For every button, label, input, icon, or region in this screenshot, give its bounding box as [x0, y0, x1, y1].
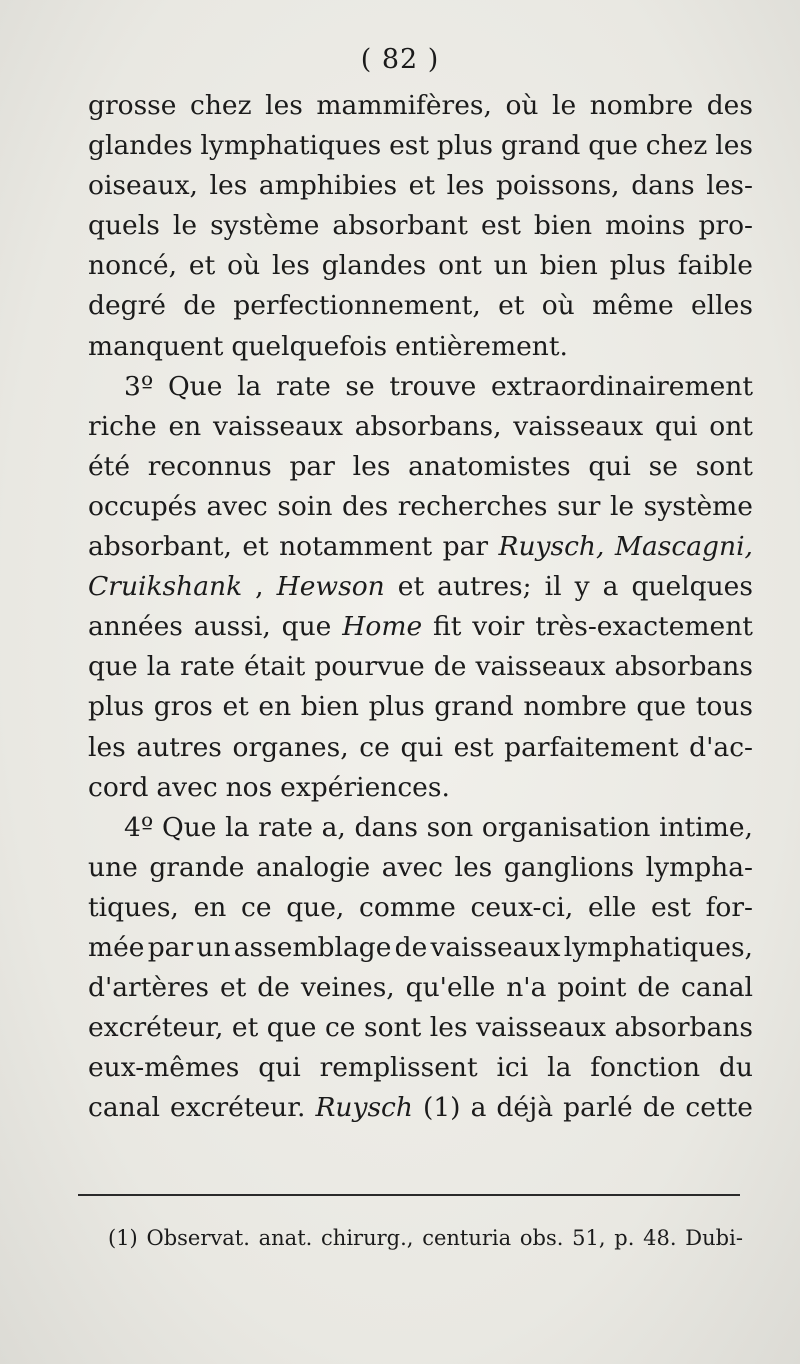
word: intime,: [659, 811, 753, 843]
word: elles: [691, 290, 753, 322]
text-line: [88, 687, 753, 727]
word: aussi,: [193, 611, 271, 643]
word: où: [227, 250, 261, 282]
word: en: [193, 891, 227, 923]
word: que: [281, 611, 332, 643]
word: lympha-: [645, 851, 753, 883]
word: des: [341, 490, 389, 522]
word: absorbans: [614, 651, 753, 683]
word: Que: [167, 370, 223, 402]
word: que: [588, 130, 638, 162]
word: comme: [359, 891, 456, 923]
word: les: [265, 90, 303, 121]
text-line: [88, 166, 753, 206]
word: mée: [88, 931, 145, 963]
word: mammifères,: [316, 90, 492, 121]
word: recherches: [397, 490, 548, 522]
word: le: [609, 490, 635, 522]
word: y: [574, 571, 590, 603]
word: canal: [680, 972, 753, 1004]
word: qui: [400, 731, 443, 763]
word: la: [225, 811, 250, 843]
word: vaisseaux: [513, 410, 644, 442]
word: du: [718, 1052, 753, 1084]
word: se: [648, 450, 678, 482]
word: chez: [190, 90, 252, 121]
word: remplissent: [319, 1052, 478, 1084]
word: est: [453, 731, 494, 763]
word: cord: [88, 771, 149, 803]
word: que: [636, 691, 687, 723]
word: ceux-ci,: [470, 891, 574, 923]
word: notamment: [279, 531, 433, 563]
word: grand: [500, 130, 581, 162]
word: les: [715, 130, 753, 162]
word: vaisseaux: [476, 1012, 606, 1044]
word: ici: [496, 1052, 529, 1084]
word: riche: [88, 410, 157, 442]
word: faible: [677, 250, 753, 282]
text-line: [88, 126, 753, 166]
word: que: [88, 651, 138, 683]
word: ,: [255, 571, 264, 603]
word: de: [642, 1092, 676, 1124]
word: point: [557, 972, 627, 1004]
text-line: [88, 888, 753, 928]
word: for-: [705, 891, 753, 923]
word: absorbant,: [88, 531, 232, 563]
word: amphibies: [258, 170, 398, 202]
word: un: [196, 931, 231, 963]
footnote: [108, 1226, 743, 1250]
word: analogie: [255, 851, 371, 883]
footnote-word: anat.: [258, 1226, 313, 1250]
word: glandes: [88, 130, 193, 162]
word: où: [541, 290, 575, 322]
word: cette: [685, 1092, 753, 1124]
word: et: [222, 691, 249, 723]
word: soin: [277, 490, 333, 522]
word: et: [397, 571, 425, 603]
word: excréteur.: [170, 1092, 306, 1124]
word: perfectionnement,: [233, 290, 481, 322]
word: le: [172, 210, 198, 242]
word: entièrement.: [395, 330, 568, 362]
footnote-word: Observat.: [146, 1226, 250, 1250]
footnote-word: 51,: [572, 1226, 606, 1250]
text-line: [88, 808, 753, 848]
word: en: [168, 410, 202, 442]
text-line: [88, 286, 753, 326]
word: très-exactement: [535, 611, 753, 643]
word: une: [88, 851, 138, 883]
page-number: ( 82 ): [360, 44, 440, 75]
word: bien: [533, 210, 593, 242]
word: bien: [539, 250, 598, 282]
word: se: [345, 370, 375, 402]
word: grande: [149, 851, 245, 883]
word: autres;: [437, 571, 532, 603]
word: lymphatiques: [200, 130, 382, 162]
word: absorbans,: [354, 410, 502, 442]
word: de: [394, 931, 428, 963]
word: années: [88, 611, 183, 643]
text-line: [88, 86, 753, 126]
word: que,: [286, 891, 345, 923]
word: un: [493, 250, 528, 282]
word: dans: [354, 811, 418, 843]
word: rate: [275, 370, 331, 402]
footnote-word: p.: [614, 1226, 635, 1250]
italic-word: Hewson: [276, 571, 385, 603]
word: la: [146, 651, 172, 683]
word: quelquefois: [231, 330, 388, 362]
word: d'ac-: [689, 731, 753, 763]
word: les-: [706, 170, 753, 202]
word: qui: [654, 410, 698, 442]
word: en: [258, 691, 292, 723]
word: manquent: [88, 330, 224, 362]
word: était: [244, 651, 306, 683]
word: fit: [433, 611, 462, 643]
body-text: [88, 86, 753, 1128]
word: ganglions: [503, 851, 635, 883]
text-line: [88, 527, 753, 567]
word: par: [147, 931, 194, 963]
word: déjà: [496, 1092, 554, 1124]
word: d'artères: [88, 972, 209, 1004]
word: que: [266, 1012, 317, 1044]
word: nombre: [589, 90, 694, 121]
word: organisation: [481, 811, 651, 843]
word: qui: [588, 450, 631, 482]
word: rate: [258, 811, 313, 843]
word: qu'elle: [405, 972, 496, 1004]
word: canal: [88, 1092, 160, 1124]
word: degré: [88, 290, 166, 322]
word: organes,: [232, 731, 349, 763]
word: plus: [436, 130, 494, 162]
word: ce: [359, 731, 390, 763]
word: son: [426, 811, 474, 843]
word: ce: [241, 891, 272, 923]
word: elle: [587, 891, 637, 923]
text-line: [88, 327, 753, 367]
word: 3º: [124, 370, 154, 402]
word: grosse: [88, 90, 177, 121]
word: les: [88, 731, 126, 763]
word: système: [643, 490, 753, 522]
italic-word: Cruikshank: [88, 571, 243, 603]
word: le: [552, 90, 577, 121]
word: quels: [88, 210, 160, 242]
word: absorbant: [332, 210, 468, 242]
word: et: [219, 972, 247, 1004]
word: expériences.: [280, 771, 450, 803]
word: extraordinairement: [490, 370, 753, 402]
italic-word: Home: [342, 611, 423, 643]
word: plus: [88, 691, 145, 723]
word: vaisseaux: [212, 410, 343, 442]
word: (1): [422, 1092, 461, 1124]
text-line: [88, 1008, 753, 1048]
text-line: [88, 728, 753, 768]
word: grand: [434, 691, 514, 723]
word: assemblage: [233, 931, 392, 963]
word: tiques,: [88, 891, 179, 923]
word: oiseaux,: [88, 170, 198, 202]
word: dans: [631, 170, 695, 202]
word: avec: [156, 771, 218, 803]
word: bien: [300, 691, 359, 723]
footnote-word: (1): [108, 1226, 138, 1250]
word: de: [433, 651, 467, 683]
word: nos: [225, 771, 273, 803]
text-line: [88, 567, 753, 607]
word: ont: [438, 250, 482, 282]
word: et: [231, 1012, 259, 1044]
word: voir: [472, 611, 525, 643]
word: été: [88, 450, 131, 482]
word: et: [498, 290, 525, 322]
text-line: [88, 447, 753, 487]
text-line: [88, 487, 753, 527]
word: nombre: [523, 691, 627, 723]
text-line: [88, 367, 753, 407]
italic-word: Ruysch,: [498, 531, 605, 563]
footnote-word: obs.: [519, 1226, 564, 1250]
word: et: [188, 250, 216, 282]
text-line: [88, 647, 753, 687]
word: les: [446, 170, 485, 202]
text-line: [88, 246, 753, 286]
footnote-word: chirurg.,: [321, 1226, 414, 1250]
word: avec: [206, 490, 268, 522]
word: a: [602, 571, 619, 603]
word: plus: [368, 691, 425, 723]
word: qui: [258, 1052, 301, 1084]
word: par: [442, 531, 489, 563]
word: glandes: [321, 250, 427, 282]
word: ce: [324, 1012, 356, 1044]
word: noncé,: [88, 250, 178, 282]
word: où: [505, 90, 539, 121]
word: trouve: [389, 370, 477, 402]
word: anatomistes: [408, 450, 571, 482]
italic-word: Mascagni,: [614, 531, 753, 563]
word: 4º: [124, 811, 154, 843]
word: chez: [645, 130, 708, 162]
word: moins: [605, 210, 686, 242]
word: tous: [695, 691, 753, 723]
word: plus: [609, 250, 666, 282]
word: reconnus: [147, 450, 272, 482]
word: sont: [364, 1012, 422, 1044]
text-line: [88, 1088, 753, 1128]
footnote-word: Dubi-: [685, 1226, 743, 1250]
text-line: [88, 1048, 753, 1088]
word: la: [547, 1052, 572, 1084]
word: il: [544, 571, 562, 603]
italic-word: Ruysch: [315, 1092, 413, 1124]
word: les: [272, 250, 310, 282]
word: vaisseaux: [475, 651, 606, 683]
word: rate: [180, 651, 235, 683]
word: ont: [709, 410, 753, 442]
footnote-word: 48.: [643, 1226, 677, 1250]
word: et: [408, 170, 435, 202]
word: autres: [136, 731, 222, 763]
word: vaisseaux: [430, 931, 561, 963]
text-line: [88, 848, 753, 888]
text-line: [88, 206, 753, 246]
word: a,: [321, 811, 346, 843]
word: parfaitement: [504, 731, 679, 763]
text-line: [88, 768, 753, 808]
word: est: [650, 891, 691, 923]
word: excréteur,: [88, 1012, 224, 1044]
word: parlé: [563, 1092, 633, 1124]
word: de: [183, 290, 216, 322]
text-line: [88, 607, 753, 647]
word: sur: [557, 490, 601, 522]
word: poissons,: [495, 170, 620, 202]
word: pro-: [698, 210, 753, 242]
footnote-word: centuria: [422, 1226, 512, 1250]
word: fonction: [590, 1052, 701, 1084]
word: les: [454, 851, 493, 883]
word: sont: [695, 450, 753, 482]
word: la: [237, 370, 262, 402]
word: absorbans: [614, 1012, 753, 1044]
word: eux-mêmes: [88, 1052, 240, 1084]
word: lymphatiques,: [563, 931, 753, 963]
word: de: [637, 972, 671, 1004]
word: veines,: [300, 972, 395, 1004]
word: Que: [162, 811, 217, 843]
word: même: [592, 290, 674, 322]
word: avec: [381, 851, 443, 883]
word: pourvue: [314, 651, 425, 683]
word: gros: [153, 691, 213, 723]
word: est: [480, 210, 521, 242]
text-line: [88, 968, 753, 1008]
word: les: [352, 450, 391, 482]
word: les: [429, 1012, 468, 1044]
word: des: [706, 90, 753, 121]
word: par: [289, 450, 335, 482]
word: occupés: [88, 490, 197, 522]
word: a: [470, 1092, 487, 1124]
text-line: [88, 928, 753, 968]
word: et: [242, 531, 269, 563]
text-line: [88, 407, 753, 447]
word: système: [210, 210, 320, 242]
word: les: [209, 170, 248, 202]
word: de: [257, 972, 290, 1004]
word: n'a: [506, 972, 547, 1004]
word: quelques: [631, 571, 753, 603]
footnote-rule: [78, 1194, 740, 1196]
word: est: [389, 130, 430, 162]
